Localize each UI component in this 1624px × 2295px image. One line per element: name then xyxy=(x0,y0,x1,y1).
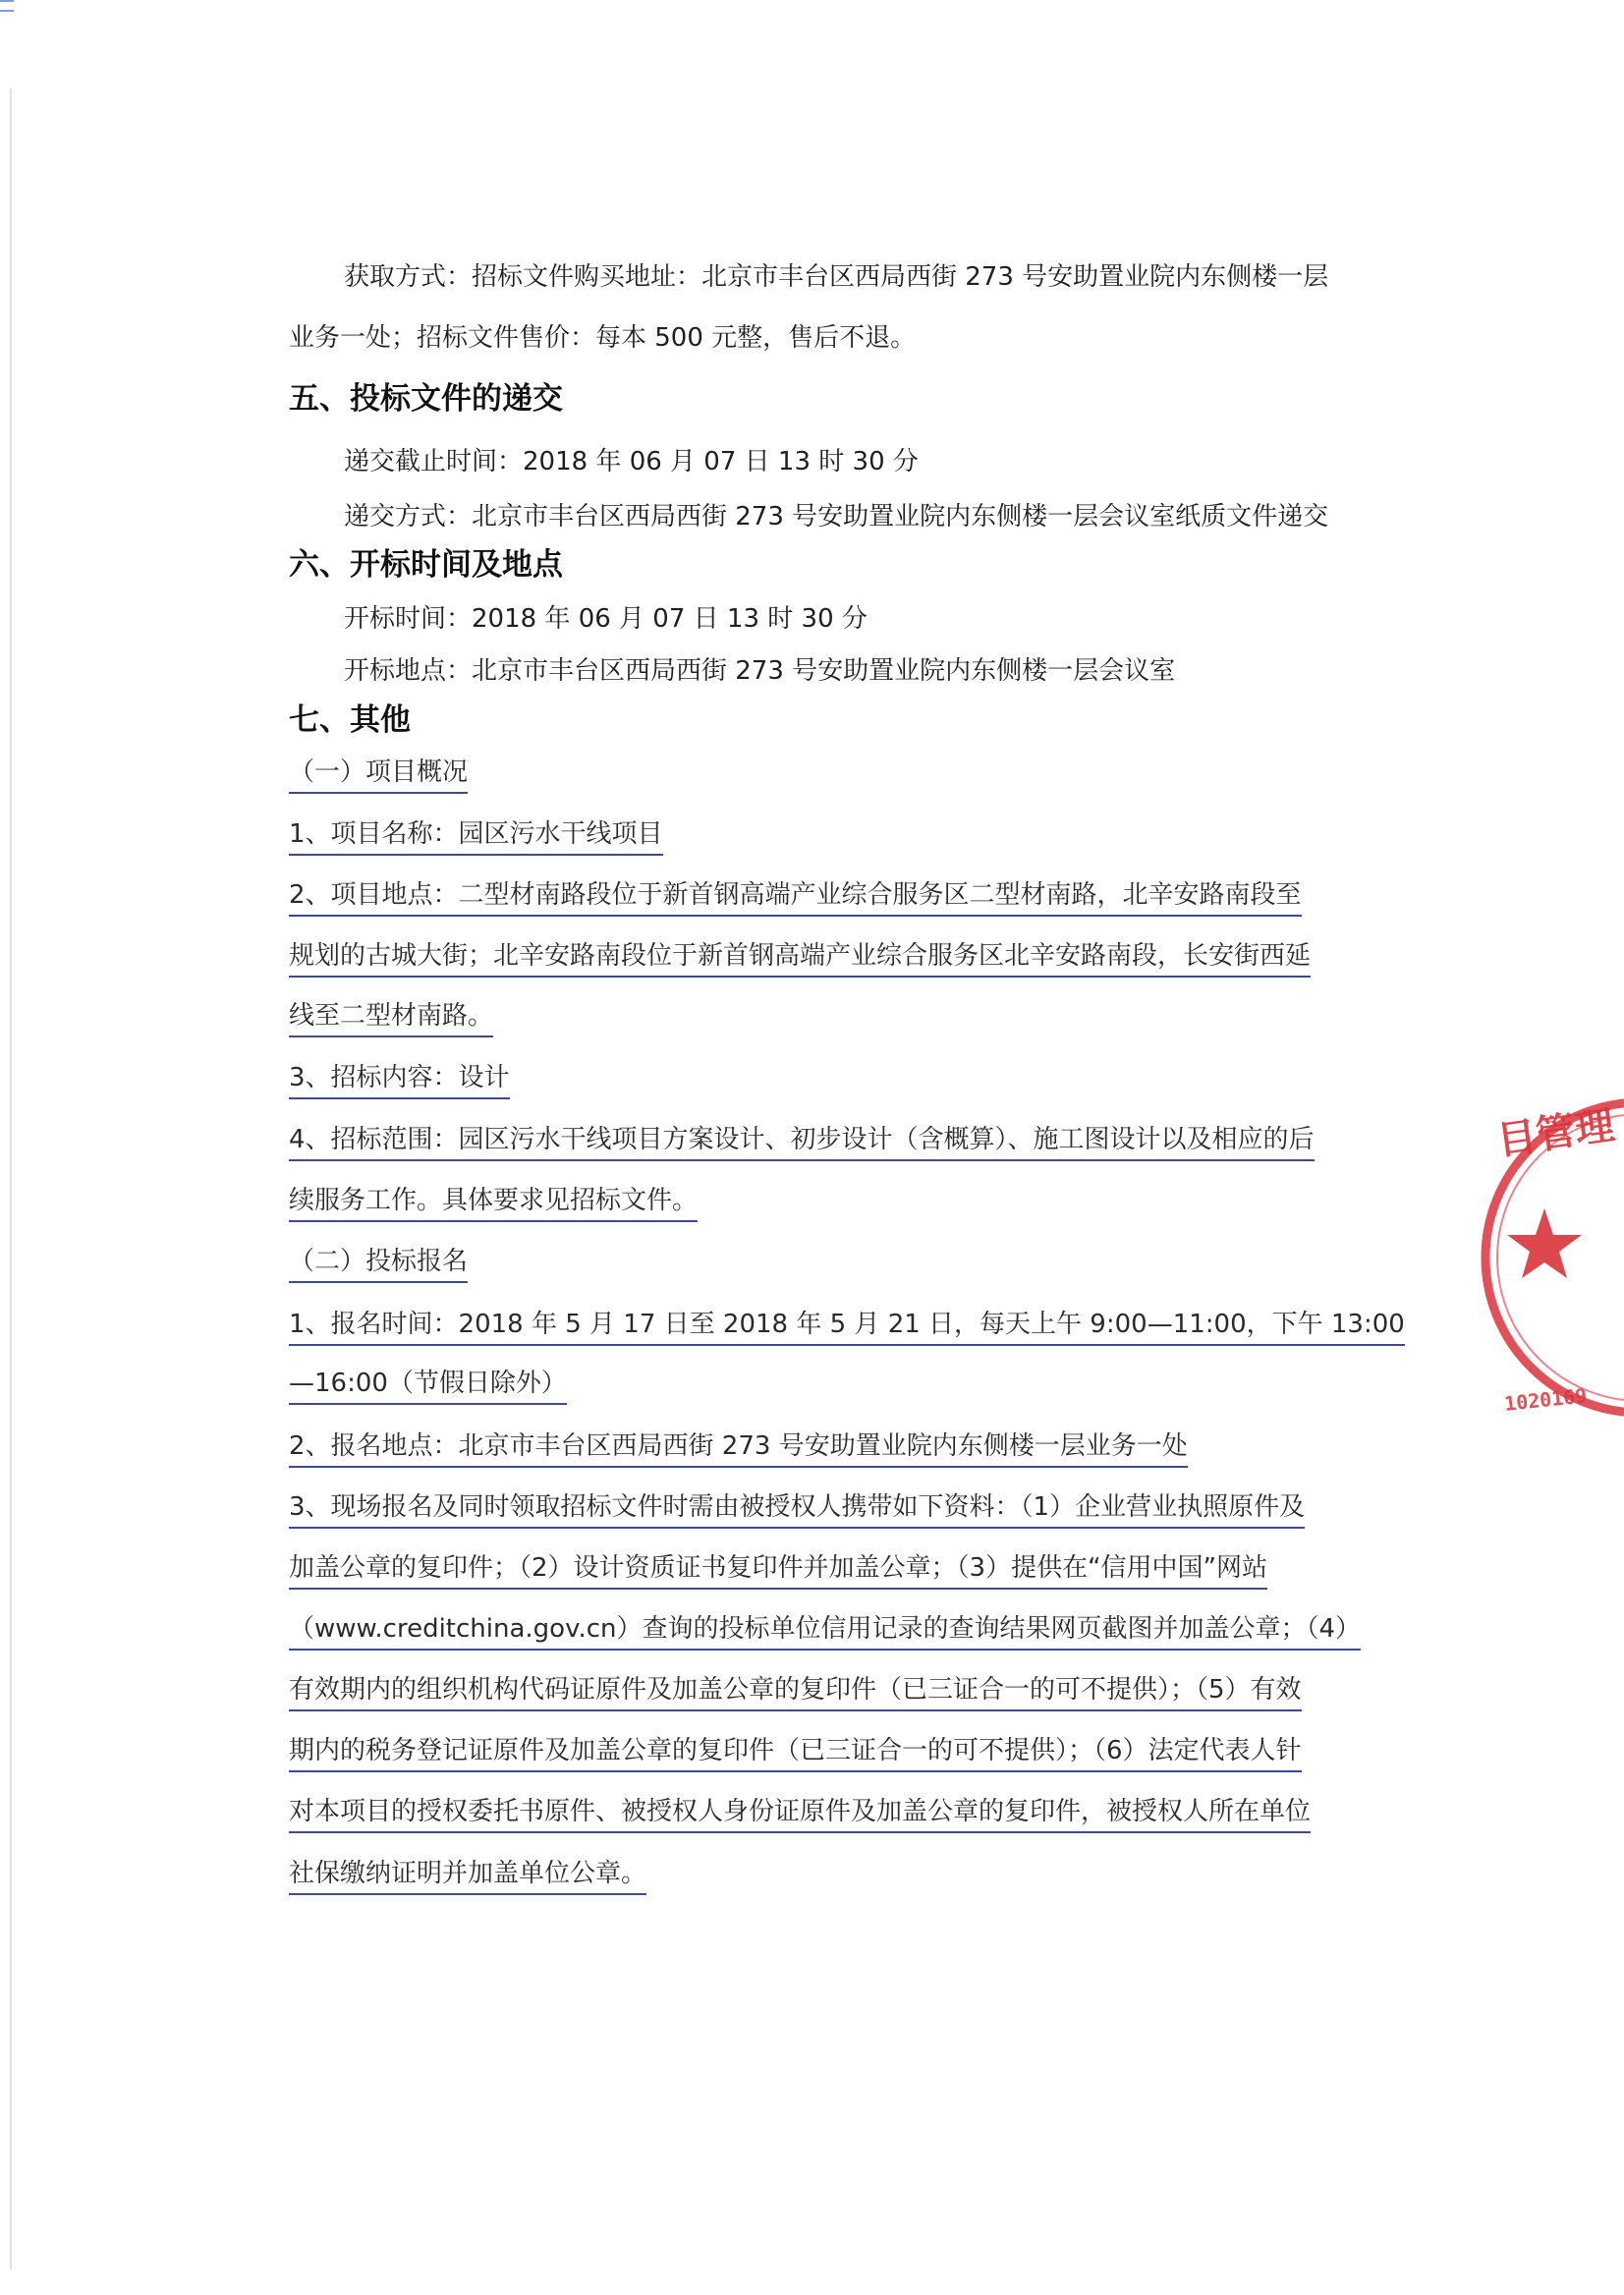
seal-top-text: 目管理 xyxy=(1493,1102,1618,1164)
submission-method: 递交方式：北京市丰台区西局西街 273 号安助置业院内东侧楼一层会议室纸质文件递交 xyxy=(344,502,1329,532)
registration-docs-line4: 有效期内的组织机构代码证原件及加盖公章的复印件（已三证合一的可不提供）；（5）有效 xyxy=(289,1672,1302,1711)
registration-docs-line7: 社保缴纳证明并加盖单位公章。 xyxy=(289,1856,646,1895)
official-seal-stamp xyxy=(1474,1091,1624,1425)
tender-scope-line1: 4、招标范围：园区污水干线项目方案设计、初步设计（含概算）、施工图设计以及相应的后 xyxy=(289,1122,1315,1161)
scan-left-edge xyxy=(10,88,12,2269)
submission-deadline: 递交截止时间：2018 年 06 月 07 日 13 时 30 分 xyxy=(344,447,919,476)
registration-place: 2、报名地点：北京市丰台区西局西街 273 号安助置业院内东侧楼一层业务一处 xyxy=(289,1428,1188,1468)
registration-docs-line1: 3、现场报名及同时领取招标文件时需由被授权人携带如下资料：（1）企业营业执照原件及 xyxy=(289,1489,1305,1529)
bid-opening-time: 开标时间：2018 年 06 月 07 日 13 时 30 分 xyxy=(344,604,868,634)
registration-time-line2: —16:00（节假日除外） xyxy=(289,1366,567,1405)
tender-content: 3、招标内容：设计 xyxy=(289,1060,510,1099)
seal-star-icon xyxy=(1507,1208,1582,1278)
bid-opening-place: 开标地点：北京市丰台区西局西街 273 号安助置业院内东侧楼一层会议室 xyxy=(344,656,1176,686)
acquisition-method-line1: 获取方式：招标文件购买地址：北京市丰台区西局西街 273 号安助置业院内东侧楼一层 xyxy=(344,262,1329,292)
section5-heading: 五、投标文件的递交 xyxy=(289,381,563,417)
registration-time-line1: 1、报名时间：2018 年 5 月 17 日至 2018 年 5 月 21 日，每天上午 9:00—11:00，下午 13:00 xyxy=(289,1307,1405,1346)
registration-docs-line6: 对本项目的授权委托书原件、被授权人身份证原件及加盖公章的复印件，被授权人所在单位 xyxy=(289,1794,1311,1833)
registration-docs-line3: （www.creditchina.gov.cn）查询的投标单位信用记录的查询结果网页截图并加盖公章；（4） xyxy=(289,1611,1361,1651)
registration-docs-line5: 期内的税务登记证原件及加盖公章的复印件（已三证合一的可不提供）；（6）法定代表人针 xyxy=(289,1733,1302,1772)
project-overview-title: （一）项目概况 xyxy=(289,755,468,794)
registration-title: （二）投标报名 xyxy=(289,1244,468,1283)
registration-docs-line2: 加盖公章的复印件；（2）设计资质证书复印件并加盖公章；（3）提供在“信用中国”网站 xyxy=(289,1550,1267,1590)
scan-corner-mark xyxy=(0,0,14,12)
project-location-line1: 2、项目地点：二型材南路段位于新首钢高端产业综合服务区二型材南路，北辛安路南段至 xyxy=(289,877,1302,917)
project-location-line2: 规划的古城大街；北辛安路南段位于新首钢高端产业综合服务区北辛安路南段，长安街西延 xyxy=(289,938,1311,978)
section6-heading: 六、开标时间及地点 xyxy=(289,547,563,583)
acquisition-method-line2: 业务一处；招标文件售价：每本 500 元整，售后不退。 xyxy=(289,323,917,353)
seal-code-text: 1020169 xyxy=(1503,1383,1589,1416)
tender-scope-line2: 续服务工作。具体要求见招标文件。 xyxy=(289,1183,698,1222)
project-name: 1、项目名称：园区污水干线项目 xyxy=(289,816,663,856)
section7-heading: 七、其他 xyxy=(289,702,411,738)
project-location-line3: 线至二型材南路。 xyxy=(289,998,493,1037)
